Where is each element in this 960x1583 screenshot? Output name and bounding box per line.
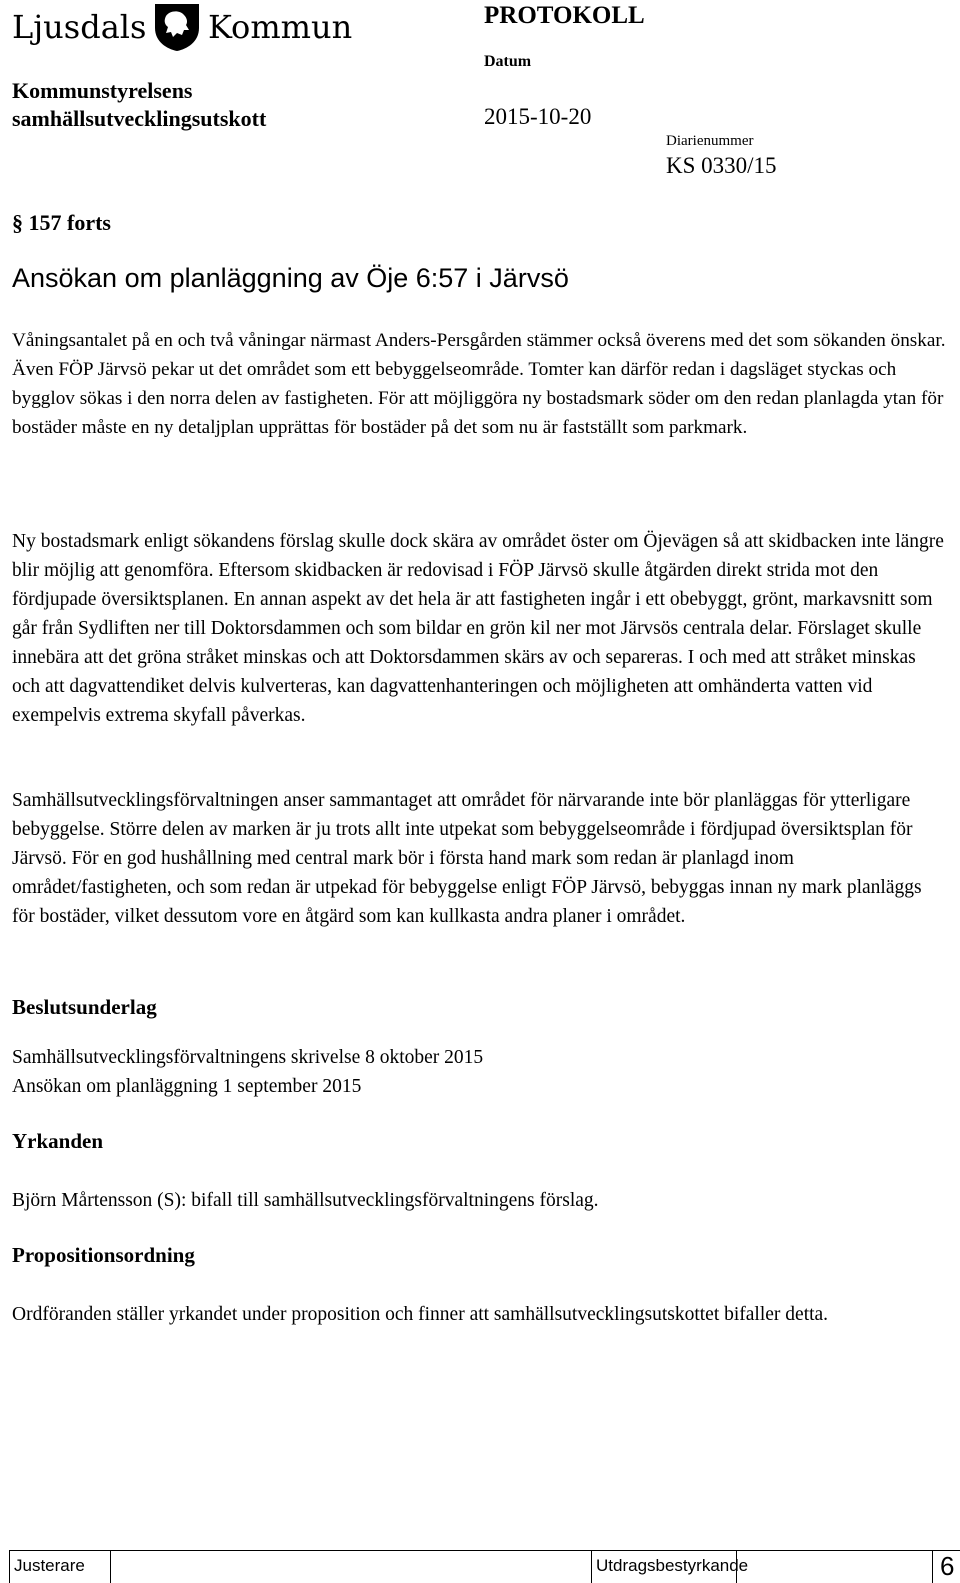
logo-word-ljusdals: Ljusdals [12,8,147,46]
committee-line-1: Kommunstyrelsens [12,78,193,103]
propositionsordning-heading: Propositionsordning [12,1243,195,1267]
municipality-logo [12,2,352,52]
footer-justerare-label: Justerare [14,1556,85,1575]
footer-page-box [932,1550,933,1583]
footer-divider [9,1550,960,1551]
document-type: PROTOKOLL [484,2,645,29]
diarie-label: Diarienummer [666,133,754,149]
page-number: 6 [940,1551,955,1581]
paragraph-2: Ny bostadsmark enligt sökandens förslag skulle dock skära av området öster om Öjevägen så att skidbacken inte längre blir möjlig att genomföra. Eftersom skidbacken är redovisad i FÖP Järvsö skulle åtgärden direkt strida mot den fördjupade översiktsplanen. En annan aspekt av det hela är att fastigheten ingår i ett obebyggt, grönt, markavsnitt som går från Sydliften ner till Doktorsdammen och som bildar en grön kil ner mot Järvsös centrala delar. Förslaget skulle innebära att det gröna stråket minskas och att Doktorsdammen skärs av och separeras. I och med att stråket minskas och att dagvattendiket delvis kulverteras, kan dagvattenhanteringen och möjligheten att omhänderta vatten vid exempelvis extrema skyfall påverkas. [12,531,944,726]
footer-justerare-box [9,1550,10,1583]
yrkanden-heading: Yrkanden [12,1129,104,1153]
lion-emblem-icon [149,2,205,52]
page-title: Ansökan om planläggning av Öje 6:57 i Järvsö [12,263,569,293]
diarie-number: KS 0330/15 [666,153,777,178]
paragraph-3: Samhällsutvecklingsförvaltningen anser sammantaget att området för närvarande inte bör planläggas för ytterligare bebyggelse. Större delen av marken är ju trots allt inte utpekat som bebyggelseområde i fördjupad översiktsplan för Järvsö. För en god hushållning med central mark bör i första hand mark som redan är planlagd inom området/fastigheten, och som redan är utpekad för bebyggelse enligt FÖP Järvsö, bebyggas innan ny mark planläggs för bostäder, vilket dessutom vore en åtgärd som kan kullkasta andra planer i området. [12,790,922,927]
yrkanden-text: Björn Mårtensson (S): bifall till samhällsutvecklingsförvaltningens förslag. [12,1190,599,1211]
footer-utdrag-signature-box [736,1550,737,1583]
date-label: Datum [484,53,532,70]
logo-word-kommun: Kommun [208,8,353,46]
committee-line-2: samhällsutvecklingsutskott [12,106,267,131]
footer-justerare-signature-box [110,1550,111,1583]
date-value: 2015-10-20 [484,104,592,129]
propositionsordning-text: Ordföranden ställer yrkandet under proposition och finner att samhällsutvecklingsutskottet bifaller detta. [12,1304,829,1325]
committee-name [12,77,266,133]
beslutsunderlag-heading: Beslutsunderlag [12,995,157,1019]
paragraph-1: Våningsantalet på en och två våningar närmast Anders-Persgården stämmer också överens med det som sökanden önskar. Även FÖP Järvsö pekar ut det området som ett bebyggelseområde. Tomter kan därför redan i dagsläget styckas och bygglov sökas i den norra delen av fastigheten. För att möjliggöra ny bostadsmark söder om den redan planlagda ytan för bostäder måste en ny detaljplan upprättas för bostäder på det som nu är fastställt som parkmark. [12,330,946,438]
beslutsunderlag-item-1: Samhällsutvecklingsförvaltningens skrivelse 8 oktober 2015 [12,1047,484,1068]
section-number: § 157 forts [12,210,111,235]
footer-utdrag-label: Utdragsbestyrkande [596,1556,749,1575]
footer-utdrag-box [591,1550,592,1583]
beslutsunderlag-item-2: Ansökan om planläggning 1 september 2015 [12,1076,362,1097]
